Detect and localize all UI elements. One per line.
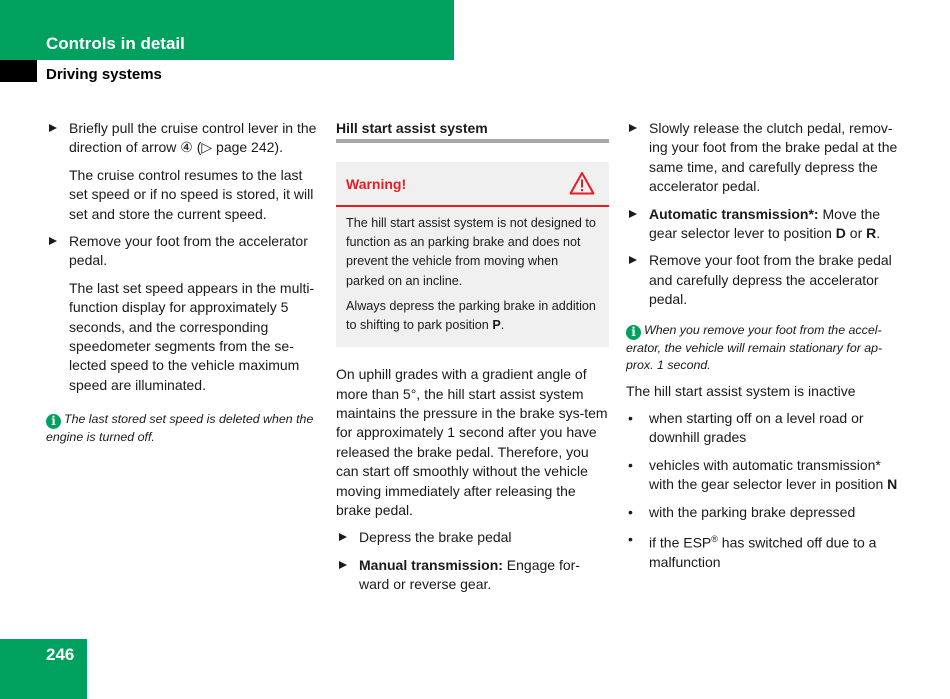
info-note: i When you remove your foot from the accel-erator, the vehicle will remain stationary for ap-prox. 1 second. <box>626 322 883 372</box>
warning-header <box>336 162 609 207</box>
bullet-dot: • <box>628 410 633 427</box>
instruction-step: Remove your foot from the brake pedal and carefully depress the accelerator pedal. <box>626 251 904 309</box>
warning-text: Always depress the parking brake in addition to shifting to park position P. <box>346 298 596 333</box>
instruction-step: Automatic transmission*: Move the gear selector lever to position D or R. <box>626 205 904 244</box>
heading-rule <box>336 139 609 143</box>
info-icon: i <box>626 325 641 340</box>
column-right <box>626 119 904 581</box>
body-paragraph: The hill start assist system is inactive <box>626 382 856 399</box>
section-marker <box>0 60 37 82</box>
column-left <box>46 119 321 454</box>
instruction-step: Remove your foot from the accelerator pedal. <box>46 232 321 271</box>
bullet-triangle-icon <box>339 561 347 569</box>
instruction-result: The last set speed appears in the multi-function display for approximately 5 seconds, and the corresponding speedometer segments from the se-lected speed to the vehicle maximum speed are illuminated. <box>69 279 315 393</box>
body-paragraph: On uphill grades with a gradient angle of more than 5°, the hill start assist system maintains the pressure in the brake sys-tem for approximately 1 second after you have released the brake pedal. Therefore, you can start off smoothly without the vehicle moving immediately after releasing the brake pedal. <box>336 366 608 519</box>
section-heading: Hill start assist system <box>336 120 488 136</box>
bullet-dot: • <box>628 531 633 548</box>
list-item: • when starting off on a level road or downhill grades <box>628 410 864 446</box>
chapter-title: Controls in detail <box>46 34 185 53</box>
warning-body <box>336 207 609 347</box>
bullet-dot: • <box>628 503 633 520</box>
list-item: • if the ESP® has switched off due to a malfunction <box>628 531 877 571</box>
info-icon: i <box>46 414 61 429</box>
bullet-triangle-icon <box>629 256 637 264</box>
list-item: • vehicles with automatic transmission* with the gear selector lever in position N <box>628 456 898 493</box>
warning-text: The hill start assist system is not designed to function as an parking brake and does not prevent the vehicle from moving when parked on an incline. <box>346 216 596 288</box>
warning-triangle-icon <box>569 171 595 195</box>
page-number: 246 <box>46 645 75 664</box>
section-subtitle: Driving systems <box>46 66 162 83</box>
bullet-triangle-icon <box>49 124 57 132</box>
info-note: i The last stored set speed is deleted when the engine is turned off. <box>46 412 314 445</box>
instruction-step: Slowly release the clutch pedal, remov-ing your foot from the brake pedal at the same time, and carefully depress the accelerator pedal. <box>626 119 904 197</box>
column-middle <box>336 119 609 603</box>
bullet-triangle-icon <box>629 210 637 218</box>
bullet-triangle-icon <box>49 237 57 245</box>
bullet-triangle-icon <box>339 533 347 541</box>
instruction-step: Briefly pull the cruise control lever in the direction of arrow ④ (▷ page 242). <box>46 119 321 158</box>
instruction-result: The cruise control resumes to the last set speed or if no speed is stored, it will set and store the current speed. <box>69 166 314 222</box>
warning-box <box>336 162 609 347</box>
warning-label: Warning! <box>346 176 407 192</box>
list-item: • with the parking brake depressed <box>626 503 904 522</box>
instruction-step: Manual transmission: Engage for-ward or reverse gear. <box>336 556 609 595</box>
bullet-triangle-icon <box>629 124 637 132</box>
bullet-dot: • <box>628 456 633 473</box>
instruction-step: Depress the brake pedal <box>336 528 609 547</box>
